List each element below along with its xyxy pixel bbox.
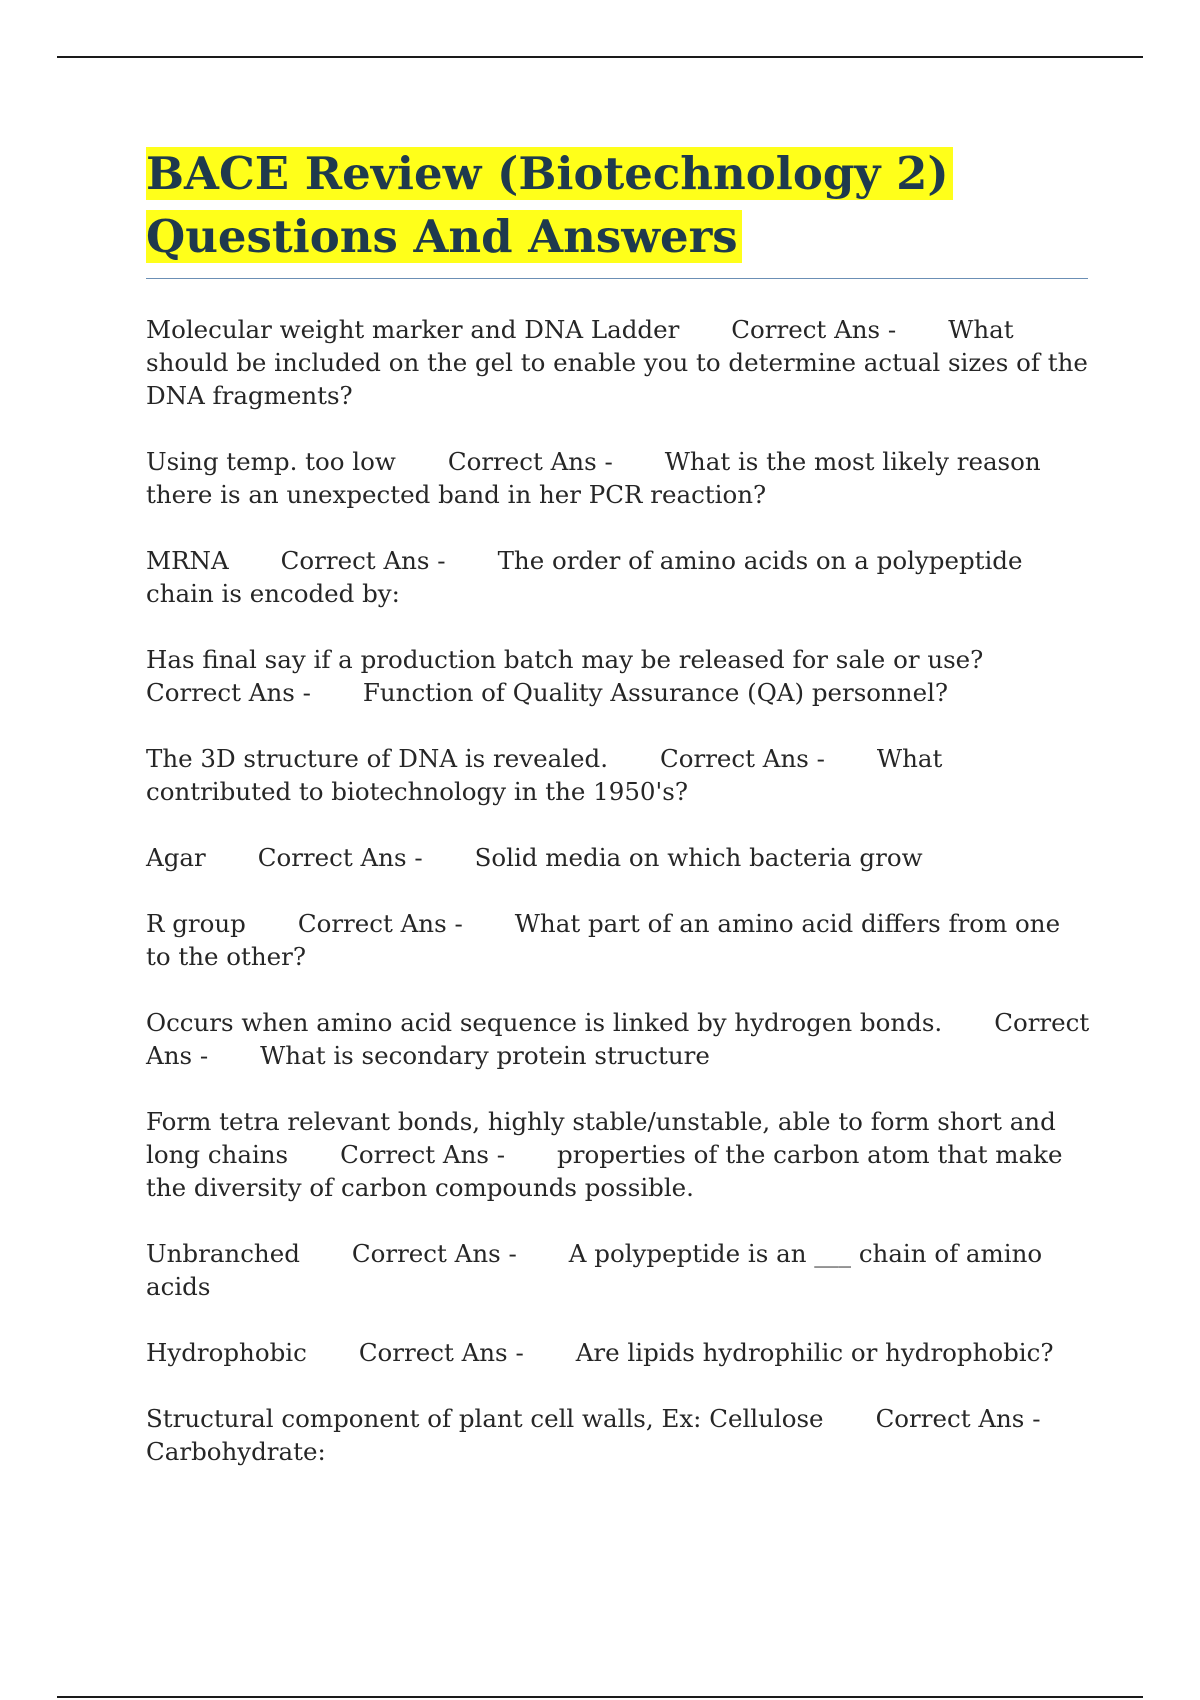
question-text: Solid media on which bacteria grow (474, 843, 923, 872)
qa-item (146, 445, 1090, 511)
question-text: Function of Quality Assurance (QA) personnel? (362, 678, 949, 707)
correct-ans-label: Correct Ans (447, 447, 597, 476)
document-body (146, 142, 1090, 1501)
correct-ans-label: Correct Ans (146, 1008, 1090, 1070)
dash: - (816, 744, 825, 773)
qa-item (146, 313, 1090, 412)
question-text: What should be included on the gel to enable you to determine actual sizes of the DNA fragments? (146, 315, 1088, 410)
correct-ans-label: Correct Ans (660, 744, 809, 773)
answer-text: Agar (146, 843, 206, 872)
answer-text: The 3D structure of DNA is revealed. (146, 744, 609, 773)
question-text: What is secondary protein structure (260, 1041, 710, 1070)
dash: - (515, 1338, 524, 1367)
qa-item (146, 1006, 1090, 1072)
answer-text: Molecular weight marker and DNA Ladder (146, 315, 680, 344)
qa-item (146, 907, 1090, 973)
qa-list (146, 313, 1090, 1468)
answer-text: Has final say if a production batch may be released for sale or use? (146, 645, 984, 674)
dash: - (454, 909, 463, 938)
dash: - (496, 1140, 506, 1169)
correct-ans-label: Correct Ans (146, 678, 295, 707)
answer-text: Using temp. too low (146, 447, 396, 476)
question-text: What part of an amino acid differs from one to the other? (146, 909, 1061, 971)
dash: - (508, 1239, 517, 1268)
question-text: A polypeptide is an ___ chain of amino acids (146, 1239, 1043, 1301)
title-underline (146, 278, 1088, 279)
correct-ans-label: Correct Ans (351, 1239, 501, 1268)
dash: - (302, 678, 311, 707)
qa-item (146, 1336, 1090, 1369)
correct-ans-label: Correct Ans (358, 1338, 508, 1367)
dash: - (1032, 1404, 1041, 1433)
correct-ans-label: Correct Ans (875, 1404, 1025, 1433)
qa-item (146, 742, 1090, 808)
question-text: What is the most likely reason there is an unexpected band in her PCR reaction? (146, 447, 1041, 509)
question-text: properties of the carbon atom that make the diversity of carbon compounds possible. (146, 1140, 1063, 1202)
qa-item (146, 1402, 1090, 1468)
top-page-rule (57, 56, 1143, 58)
question-text: The order of amino acids on a polypeptide chain is encoded by: (146, 546, 1023, 608)
question-text: Carbohydrate: (146, 1437, 326, 1466)
answer-text: R group (146, 909, 246, 938)
title-highlight: BACE Review (Biotechnology 2) Questions And Answers (146, 147, 953, 263)
dash: - (887, 315, 897, 344)
correct-ans-label: Correct Ans (731, 315, 881, 344)
dash: - (199, 1041, 209, 1070)
correct-ans-label: Correct Ans (280, 546, 430, 575)
qa-item (146, 1105, 1090, 1204)
document-title (146, 142, 1090, 268)
answer-text: Unbranched (146, 1239, 300, 1268)
answer-text: MRNA (146, 546, 229, 575)
correct-ans-label: Correct Ans (340, 1140, 489, 1169)
answer-text: Occurs when amino acid sequence is linked by hydrogen bonds. (146, 1008, 943, 1037)
bottom-page-rule (57, 1696, 1143, 1698)
qa-item (146, 643, 1090, 709)
question-text: What contributed to biotechnology in the 1950's? (146, 744, 943, 806)
qa-item (146, 1237, 1090, 1303)
dash: - (414, 843, 423, 872)
dash: - (604, 447, 613, 476)
correct-ans-label: Correct Ans (297, 909, 447, 938)
answer-text: Form tetra relevant bonds, highly stable/unstable, able to form short and long chains (146, 1107, 1056, 1169)
question-text: Are lipids hydrophilic or hydrophobic? (575, 1338, 1054, 1367)
qa-item (146, 544, 1090, 610)
qa-item (146, 841, 1090, 874)
answer-text: Structural component of plant cell walls, Ex: Cellulose (146, 1404, 824, 1433)
answer-text: Hydrophobic (146, 1338, 307, 1367)
dash: - (437, 546, 446, 575)
correct-ans-label: Correct Ans (257, 843, 407, 872)
